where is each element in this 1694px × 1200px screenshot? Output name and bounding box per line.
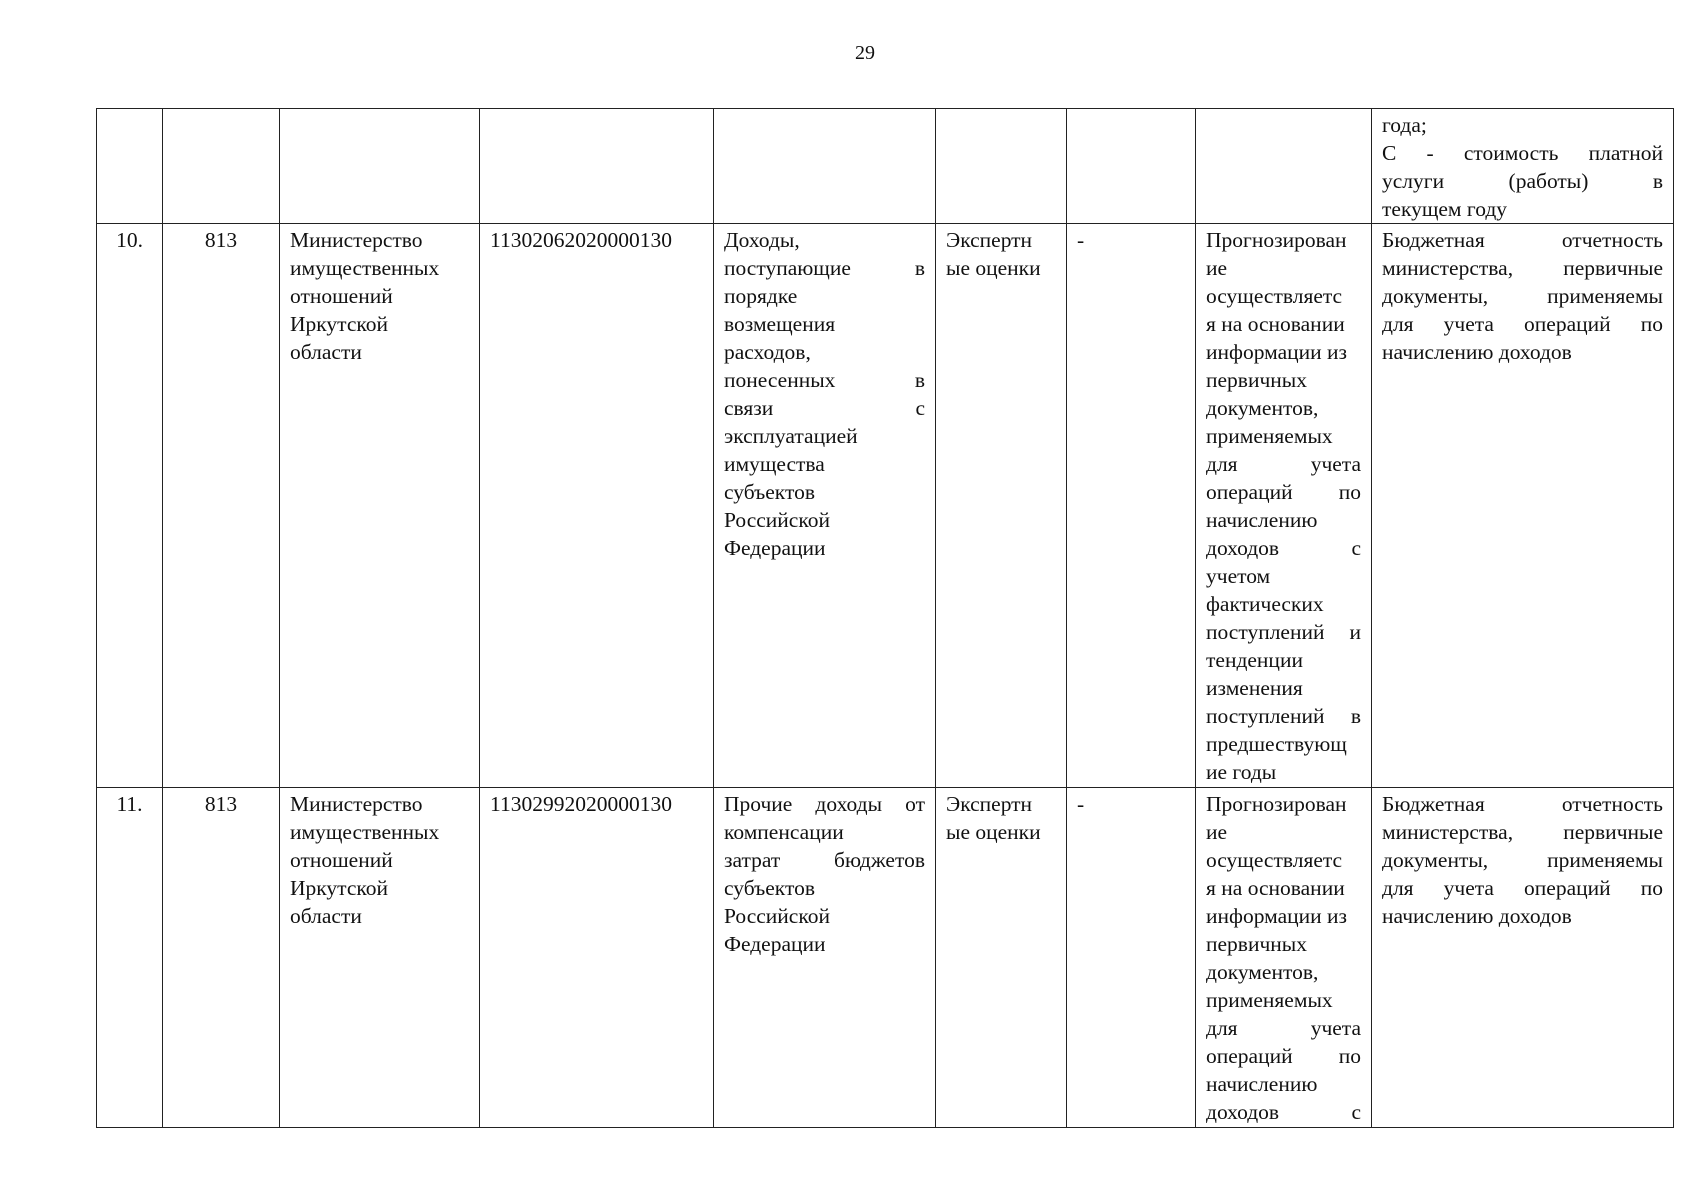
source-line: для учета операций по [1382, 312, 1663, 336]
income-name-line: Доходы, [724, 228, 800, 252]
income-name-line: порядке [724, 284, 798, 308]
income-name-line: Российской [724, 904, 830, 928]
admin-name-line: Иркутской [290, 876, 388, 900]
admin-name-line: отношений [290, 848, 393, 872]
cell-method [936, 788, 1067, 1128]
method-line: ые оценки [946, 820, 1041, 844]
cell-formula: - [1067, 788, 1196, 1128]
revenue-forecast-table [96, 108, 1674, 1128]
income-name-line: имущества [724, 452, 825, 476]
cell-admin-name [280, 109, 480, 224]
cell-formula: - [1067, 224, 1196, 788]
income-name-line: расходов, [724, 340, 811, 364]
income-name-line: компенсации [724, 820, 844, 844]
continuation-justified-line: С - стоимость платной [1382, 141, 1663, 165]
cell-algorithm [1196, 109, 1372, 224]
admin-name-line: Иркутской [290, 312, 388, 336]
source-line: министерства, первичные [1382, 256, 1663, 280]
source-line: начислению доходов [1382, 340, 1572, 364]
algorithm-line: учетом [1206, 564, 1271, 588]
cell-income-name [714, 224, 936, 788]
continuation-row [97, 109, 1674, 224]
cell-income-name [714, 788, 936, 1128]
source-line: начислению доходов [1382, 904, 1572, 928]
algorithm-line: операций по [1206, 1044, 1361, 1068]
source-line: Бюджетная отчетность [1382, 792, 1663, 816]
admin-name-line: Министерство [290, 792, 423, 816]
cell-index: 10. [97, 224, 163, 788]
algorithm-line: изменения [1206, 676, 1303, 700]
cell-admin-name [280, 224, 480, 788]
continuation-line: года; [1382, 113, 1427, 137]
algorithm-line: Прогнозирован [1206, 792, 1347, 816]
income-name-line: возмещения [724, 312, 836, 336]
admin-name-line: области [290, 340, 362, 364]
income-name-line: Федерации [724, 932, 826, 956]
algorithm-line: осуществляетс [1206, 284, 1343, 308]
page-number: 29 [855, 42, 875, 64]
cell-income-name [714, 109, 936, 224]
algorithm-line: осуществляетс [1206, 848, 1343, 872]
continuation-last-line: текущем году [1382, 197, 1508, 221]
cell-source-continuation [1372, 109, 1674, 224]
cell-kbk [480, 109, 714, 224]
admin-name-line: Министерство [290, 228, 423, 252]
algorithm-line: первичных [1206, 368, 1307, 392]
cell-method [936, 109, 1067, 224]
cell-source [1372, 788, 1674, 1128]
cell-index: 11. [97, 788, 163, 1128]
algorithm-line: для учета [1206, 452, 1361, 476]
continuation-justified-line: услуги (работы) в [1382, 169, 1663, 193]
cell-formula [1067, 109, 1196, 224]
algorithm-line: я на основании [1206, 876, 1345, 900]
algorithm-line: тенденции [1206, 648, 1303, 672]
income-name-line: субъектов [724, 876, 815, 900]
cell-index [97, 109, 163, 224]
income-name-line: эксплуатацией [724, 424, 858, 448]
cell-admin-code: 813 [163, 788, 280, 1128]
algorithm-line: начислению [1206, 508, 1318, 532]
income-name-line: понесенных в [724, 368, 925, 392]
cell-algorithm [1196, 224, 1372, 788]
income-name-line: субъектов [724, 480, 815, 504]
algorithm-line: применяемых [1206, 424, 1333, 448]
algorithm-line: поступлений и [1206, 620, 1361, 644]
algorithm-line: документов, [1206, 960, 1319, 984]
admin-name-line: отношений [290, 284, 393, 308]
cell-algorithm [1196, 788, 1372, 1128]
method-line: ые оценки [946, 256, 1041, 280]
algorithm-line: я на основании [1206, 312, 1345, 336]
income-name-line: Прочие доходы от [724, 792, 925, 816]
algorithm-line: информации из [1206, 340, 1348, 364]
algorithm-line: операций по [1206, 480, 1361, 504]
source-line: Бюджетная отчетность [1382, 228, 1663, 252]
method-line: Экспертн [946, 228, 1033, 252]
algorithm-line: ие годы [1206, 760, 1277, 784]
cell-kbk: 11302992020000130 [480, 788, 714, 1128]
algorithm-line: первичных [1206, 932, 1307, 956]
source-line: документы, применяемы [1382, 284, 1663, 308]
income-name-line: поступающие в [724, 256, 925, 280]
table-row [97, 224, 1674, 788]
income-name-line: Российской [724, 508, 830, 532]
algorithm-line: доходов с [1206, 536, 1361, 560]
income-name-line: Федерации [724, 536, 826, 560]
admin-name-line: области [290, 904, 362, 928]
algorithm-line: предшествующ [1206, 732, 1347, 756]
algorithm-line: Прогнозирован [1206, 228, 1347, 252]
cell-admin-code: 813 [163, 224, 280, 788]
source-line: для учета операций по [1382, 876, 1663, 900]
source-line: документы, применяемы [1382, 848, 1663, 872]
table-row [97, 788, 1674, 1128]
algorithm-line: фактических [1206, 592, 1324, 616]
algorithm-line: ие [1206, 256, 1228, 280]
source-line: министерства, первичные [1382, 820, 1663, 844]
admin-name-line: имущественных [290, 256, 440, 280]
cell-kbk: 11302062020000130 [480, 224, 714, 788]
income-name-line: затрат бюджетов [724, 848, 925, 872]
algorithm-line: для учета [1206, 1016, 1361, 1040]
algorithm-line: начислению [1206, 1072, 1318, 1096]
algorithm-line: информации из [1206, 904, 1348, 928]
cell-source [1372, 224, 1674, 788]
cell-admin-name [280, 788, 480, 1128]
algorithm-line: доходов с [1206, 1100, 1361, 1124]
algorithm-line: поступлений в [1206, 704, 1361, 728]
algorithm-line: применяемых [1206, 988, 1333, 1012]
cell-admin-code [163, 109, 280, 224]
method-line: Экспертн [946, 792, 1033, 816]
algorithm-line: ие [1206, 820, 1228, 844]
cell-method [936, 224, 1067, 788]
admin-name-line: имущественных [290, 820, 440, 844]
income-name-line: связи с [724, 396, 925, 420]
algorithm-line: документов, [1206, 396, 1319, 420]
